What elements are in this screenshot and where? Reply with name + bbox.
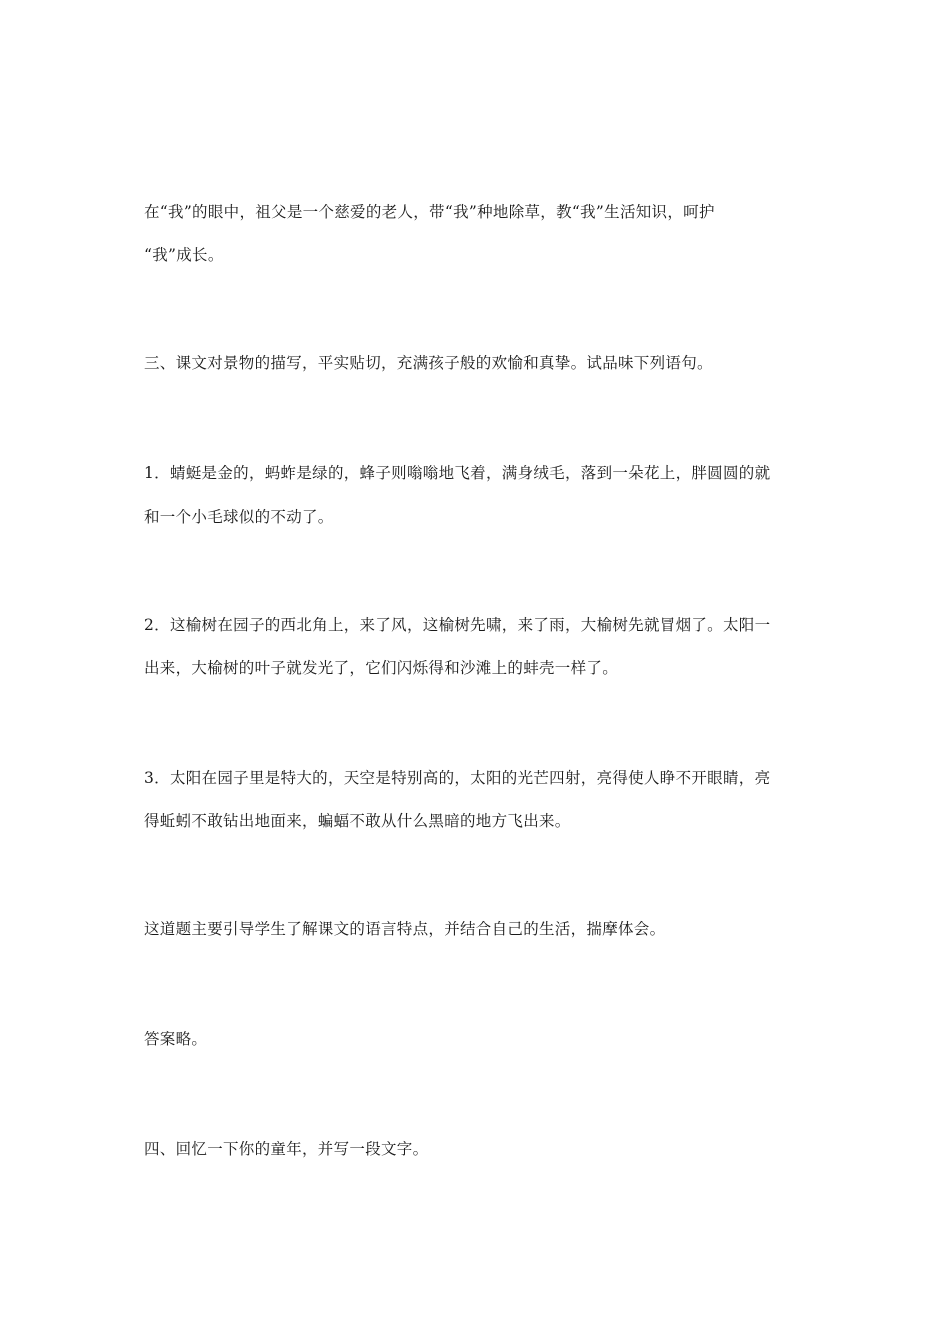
question-three-heading: 三、课文对景物的描写，平实贴切，充满孩子般的欢愉和真挚。试品味下列语句。 [144, 354, 713, 372]
guidance-note: 这道题主要引导学生了解课文的语言特点，并结合自己的生活，揣摩体会。 [144, 920, 666, 938]
item-three-line-2: 得蚯蚓不敢钻出地面来，蝙蝠不敢从什么黑暗的地方飞出来。 [144, 812, 571, 830]
item-one-line-2: 和一个小毛球似的不动了。 [144, 508, 334, 526]
item-three-line-1: 3．太阳在园子里是特大的，天空是特别高的，太阳的光芒四射，亮得使人睁不开眼睛，亮 [144, 769, 771, 787]
item-one-line-1: 1．蜻蜓是金的，蚂蚱是绿的，蜂子则嗡嗡地飞着，满身绒毛，落到一朵花上，胖圆圆的就 [144, 464, 771, 482]
paragraph-grandfather-line-2: “我”成长。 [144, 246, 224, 264]
question-four-heading: 四、回忆一下你的童年，并写一段文字。 [144, 1140, 429, 1158]
item-two-line-1: 2．这榆树在园子的西北角上，来了风，这榆树先啸，来了雨，大榆树先就冒烟了。太阳一 [144, 616, 771, 634]
paragraph-grandfather-line-1: 在“我”的眼中，祖父是一个慈爱的老人，带“我”种地除草，教“我”生活知识，呵护 [144, 203, 715, 221]
answer-omitted: 答案略。 [144, 1030, 208, 1048]
item-two-line-2: 出来，大榆树的叶子就发光了，它们闪烁得和沙滩上的蚌壳一样了。 [144, 659, 619, 677]
